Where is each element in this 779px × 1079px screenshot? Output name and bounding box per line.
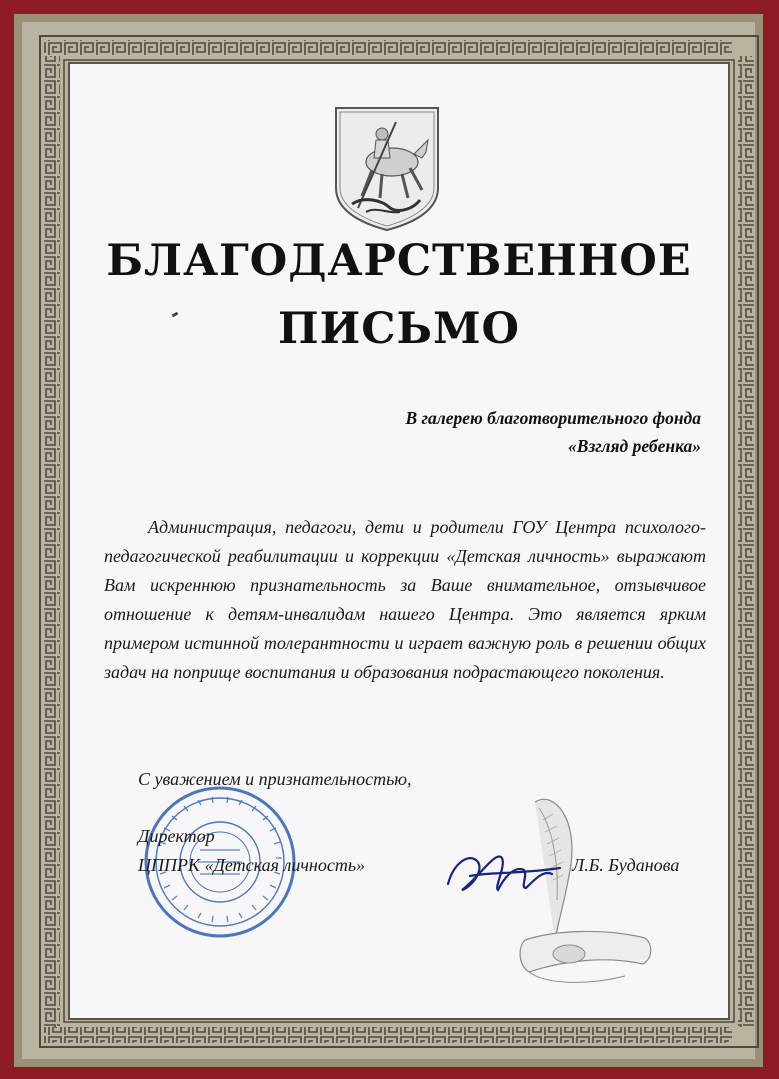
addressee-line1: В галерею благотворительного фонда: [405, 408, 701, 428]
document-title-line2: ПИСЬМО: [278, 304, 520, 354]
signatory-name: Л.Б. Буданова: [572, 855, 680, 875]
document-title-line1: БЛАГОДАРСТВЕННОЕ: [106, 236, 692, 286]
handwritten-signature: [440, 832, 570, 912]
letter-body: Администрация, педагоги, дети и родители ГОУ Центра психолого-педагогической реабилитации и коррекции «Детская личность» выражают Вам искреннюю признательность за Ваше внимательное, отзывчивое отношение к детям-инвалидам нашего Центра. Это является ярким примером истинной толерантности и играет важную роль в решении общих задач на поприще воспитания и образования подрастающего поколения.: [104, 517, 706, 682]
moscow-coat-of-arms-icon: [330, 104, 444, 232]
organization-name: ЦППРК «Детская личность»: [138, 855, 366, 875]
closing-regards: С уважением и признательностью,: [138, 769, 412, 789]
addressee-line2: «Взгляд ребенка»: [568, 436, 701, 456]
signatory-position: Директор: [138, 826, 215, 846]
